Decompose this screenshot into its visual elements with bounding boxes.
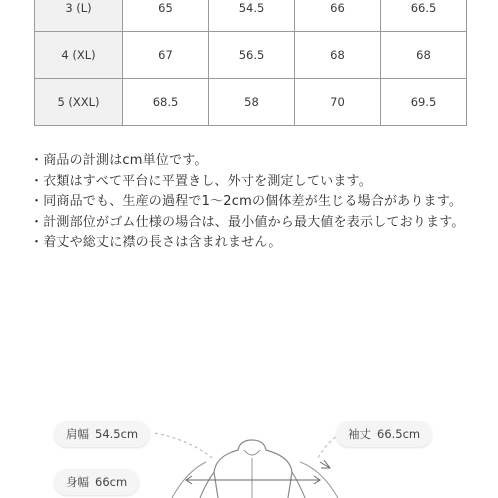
table-cell: 66.5 xyxy=(381,0,467,32)
shoulder-width-label xyxy=(54,421,150,447)
size-label: 4 (XL) xyxy=(35,32,123,79)
shoulder-label-text: 肩幅 xyxy=(66,427,89,441)
body-width-label xyxy=(54,469,139,495)
size-table xyxy=(34,0,467,126)
note-item: ・商品の計測はcm単位です。 xyxy=(30,153,208,168)
sleeve-label-text: 袖丈 xyxy=(348,427,371,441)
sleeve-length-label xyxy=(336,421,432,447)
note-item: ・計測部位がゴム仕様の場合は、最小値から最大値を表示しております。 xyxy=(30,214,465,230)
table-cell: 68 xyxy=(381,32,467,79)
shoulder-value: 54.5cm xyxy=(95,427,139,441)
body-label-text: 身幅 xyxy=(66,475,89,489)
table-row xyxy=(35,0,467,32)
table-cell: 66 xyxy=(295,0,381,32)
size-label: 3 (L) xyxy=(35,0,123,32)
table-cell: 56.5 xyxy=(209,32,295,79)
measurement-diagram xyxy=(0,400,498,498)
table-cell: 68.5 xyxy=(123,79,209,126)
note-item: ・同商品でも、生産の過程で1〜2cmの個体差が生じる場合があります。 xyxy=(30,194,463,209)
table-row xyxy=(35,79,467,126)
table-row xyxy=(35,32,467,79)
sleeve-value: 66.5cm xyxy=(377,427,421,441)
measurement-notes xyxy=(30,151,470,254)
note-item: ・着丈や総丈に襟の長さは含まれません。 xyxy=(30,235,282,250)
table-cell: 58 xyxy=(209,79,295,126)
table-cell: 54.5 xyxy=(209,0,295,32)
note-item: ・衣類はすべて平台に平置きし、外寸を測定しています。 xyxy=(30,173,372,189)
table-cell: 68 xyxy=(295,32,381,79)
table-cell: 65 xyxy=(123,0,209,32)
body-value: 66cm xyxy=(95,475,128,489)
size-label: 5 (XXL) xyxy=(35,79,123,126)
table-cell: 70 xyxy=(295,79,381,126)
table-cell: 69.5 xyxy=(381,79,467,126)
table-cell: 67 xyxy=(123,32,209,79)
